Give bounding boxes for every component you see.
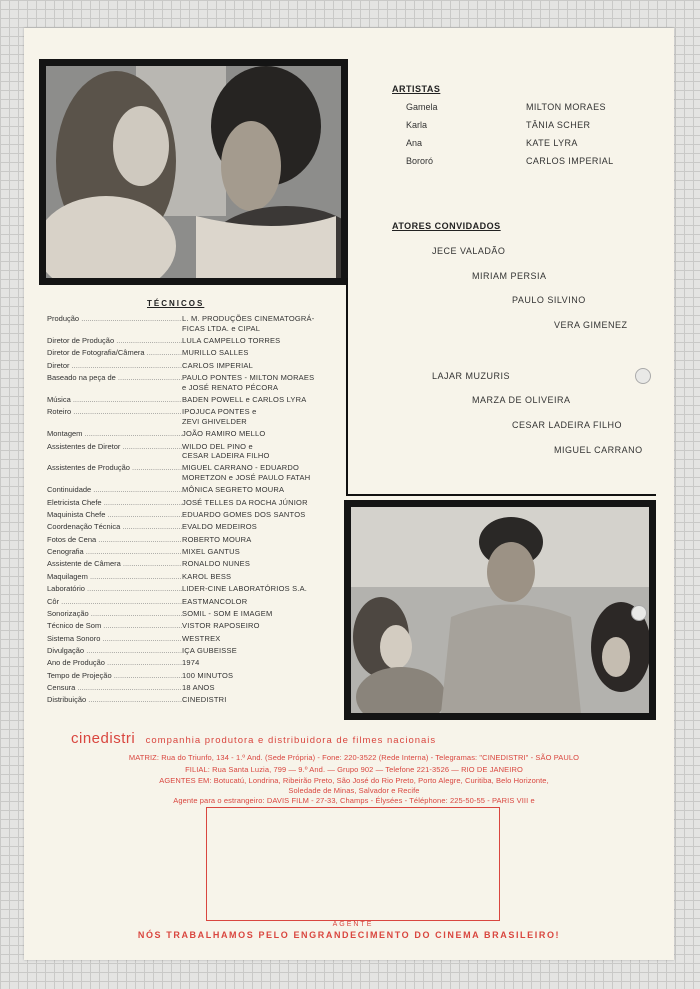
crew-function: Cenografia ..... [47,547,182,557]
crew-function: Sistema Sonoro ..... [47,634,182,644]
agent-stamp-box [206,807,500,928]
crew-member: EVALDO MEDEIROS [182,522,257,532]
crew-row [47,658,337,668]
company-tagline: companhia produtora e distribuidora de filmes nacionais [145,735,437,746]
cast-actor: KATE LYRA [526,138,578,148]
crew-member: CARLOS IMPERIAL [182,360,253,370]
address-line-matriz: MATRIZ: Rua do Triunfo, 134 - 1.º And. (Sede Própria) - Fone: 220-3522 (Rede Interna) - Telegramas: "CINEDISTRI" - SÃO PAULO [128,753,580,762]
crew-row [47,510,337,520]
crew-row [47,621,337,631]
crew-function: Técnico de Som ..... [47,621,182,631]
guest-actor: PAULO SILVINO [512,295,586,305]
crew-function: Côr ..... [47,597,182,607]
agent-label: AGENTE [329,921,378,928]
cast-actor: CARLOS IMPERIAL [526,156,614,166]
crew-function: Produção ..... [47,314,182,333]
tecnicos-title: TÉCNICOS [147,299,205,308]
crew-row [47,522,337,532]
artistas-title: ARTISTAS [392,84,441,94]
crew-row [47,336,337,346]
crew-member: MURILLO SALLES [182,348,249,358]
crew-member: IPOJUCA PONTES e ZEVI GHIVELDER [182,407,257,426]
crew-row [47,442,337,461]
crew-member: EDUARDO GOMES DOS SANTOS [182,510,306,520]
crew-function: Coordenação Técnica ..... [47,522,182,532]
crew-member: 18 ANOS [182,682,215,692]
crew-function: Montagem ..... [47,429,182,439]
crew-member: LIDER-CINE LABORATÓRIOS S.A. [182,584,308,594]
crew-member: WILDO DEL PINO e CESAR LADEIRA FILHO [182,441,270,461]
convidados-title: ATORES CONVIDADOS [392,221,501,231]
crew-row [47,407,337,426]
crew-row [47,695,337,705]
crew-member: MIGUEL CARRANO - EDUARDO MORETZON e JOSÉ PAULO FATAH [182,463,311,483]
crew-row [47,547,337,557]
crew-member: EASTMANCOLOR [182,596,248,606]
crew-row [47,395,337,405]
crew-member: 1974 [182,658,200,668]
cast-row [406,138,578,148]
crew-function: Divulgação ..... [47,646,182,656]
crew-function: Assistentes de Diretor ..... [47,442,182,461]
binder-hole [635,368,651,384]
crew-function: Ano de Produção ..... [47,658,182,668]
guest-actor: MARZA DE OLIVEIRA [472,395,571,405]
crew-row [47,498,337,508]
crew-member: WESTREX [182,633,221,643]
crew-function: Fotos de Cena ..... [47,535,182,545]
still-photo-couple [39,59,348,285]
crew-row [47,463,337,482]
still-photo-group [344,500,656,720]
crew-member: CINEDISTRI [182,695,227,705]
company-brand: cinedistri [71,730,136,747]
crew-function: Roteiro ..... [47,407,182,426]
crew-member: 100 MINUTOS [182,670,234,680]
crew-row [47,559,337,569]
guest-actor: LAJAR MUZURIS [432,371,511,381]
frame-line-bottom-horizontal [346,494,656,496]
crew-member: MÔNICA SEGRETO MOURA [182,485,285,495]
crew-row [47,485,337,495]
company-header [71,730,436,748]
crew-member: L. M. PRODUÇÕES CINEMATOGRÁ- FICAS LTDA. e CIPAL [182,314,315,333]
crew-function: Censura ..... [47,683,182,693]
crew-function: Diretor ..... [47,361,182,371]
crew-row [47,609,337,619]
crew-row [47,361,337,371]
crew-member: JOÃO RAMIRO MELLO [182,429,266,439]
cast-row [406,120,590,130]
cast-row [406,102,606,112]
press-sheet [24,28,674,960]
crew-member: VISTOR RAPOSEIRO [182,621,260,631]
crew-row [47,429,337,439]
crew-member: ROBERTO MOURA [182,534,252,544]
crew-member: JOSÉ TELLES DA ROCHA JÚNIOR [182,497,308,507]
crew-function: Tempo de Projeção ..... [47,671,182,681]
crew-member: PAULO PONTES - MILTON MORAES e JOSÉ RENATO PÉCORA [182,372,315,392]
crew-function: Assistentes de Produção ..... [47,463,182,482]
crew-function: Música ..... [47,395,182,405]
crew-function: Diretor de Produção ..... [47,336,182,346]
slogan: NÓS TRABALHAMOS PELO ENGRANDECIMENTO DO CINEMA BRASILEIRO! [137,930,561,940]
frame-line-left-vertical [346,278,348,494]
guest-actor: MIGUEL CARRANO [554,445,643,455]
guest-actor: VERA GIMENEZ [554,320,628,330]
guest-actor: MIRIAM PERSIA [472,271,547,281]
crew-member: LULA CAMPELLO TORRES [182,335,281,345]
cast-actor: TÂNIA SCHER [526,120,591,130]
crew-row [47,314,337,333]
crew-member: IÇA GUBEISSE [182,645,237,655]
crew-function: Sonorização ..... [47,609,182,619]
crew-row [47,634,337,644]
crew-function: Diretor de Fotografia/Câmera ..... [47,348,182,358]
crew-function: Laboratório ..... [47,584,182,594]
crew-row [47,597,337,607]
crew-member: BADEN POWELL e CARLOS LYRA [182,394,307,404]
binder-hole [631,605,647,621]
address-line-agentes: AGENTES EM: Botucatú, Londrina, Ribeirão Preto, São José do Rio Preto, Porto Alegre, Curitiba, Belo Horizonte, [159,776,549,785]
crew-function: Assistente de Câmera ..... [47,559,182,569]
crew-row [47,584,337,594]
crew-row [47,683,337,693]
crew-row [47,572,337,582]
crew-member: KAROL BESS [182,571,232,581]
crew-function: Maquilagem ..... [47,572,182,582]
crew-function: Maquinista Chefe ..... [47,510,182,520]
crew-member: RONALDO NUNES [182,559,251,569]
crew-list [47,314,337,708]
guest-actor: JECE VALADÃO [432,246,506,256]
crew-function: Distribuição ..... [47,695,182,705]
cast-row [406,156,614,166]
crew-row [47,373,337,392]
cast-role: Bororó [406,156,434,166]
crew-row [47,646,337,656]
address-line-foreign: Agente para o estrangeiro: DAVIS FILM - 27-33, Champs - Élysées - Téléphone: 225-50-55 - PARIS VIII e [173,796,535,805]
cast-role: Gamela [406,102,438,112]
address-line-agentes-cont: Soledade de Minas, Salvador e Recife [288,786,420,795]
crew-function: Continuidade ..... [47,485,182,495]
crew-row [47,535,337,545]
cast-role: Karla [406,120,428,130]
guest-actor: CESAR LADEIRA FILHO [512,420,623,430]
crew-member: MIXEL GANTUS [182,547,240,557]
crew-row [47,671,337,681]
crew-member: SOMIL - SOM E IMAGEM [182,608,273,618]
address-line-filial: FILIAL: Rua Santa Luzia, 799 — 9.º And. — Grupo 902 — Telefone 221-3526 — RIO DE JANEIRO [185,765,523,774]
crew-function: Eletricista Chefe ..... [47,498,182,508]
cast-actor: MILTON MORAES [526,102,606,112]
crew-function: Baseado na peça de ..... [47,373,182,392]
crew-row [47,348,337,358]
cast-role: Ana [406,138,423,148]
